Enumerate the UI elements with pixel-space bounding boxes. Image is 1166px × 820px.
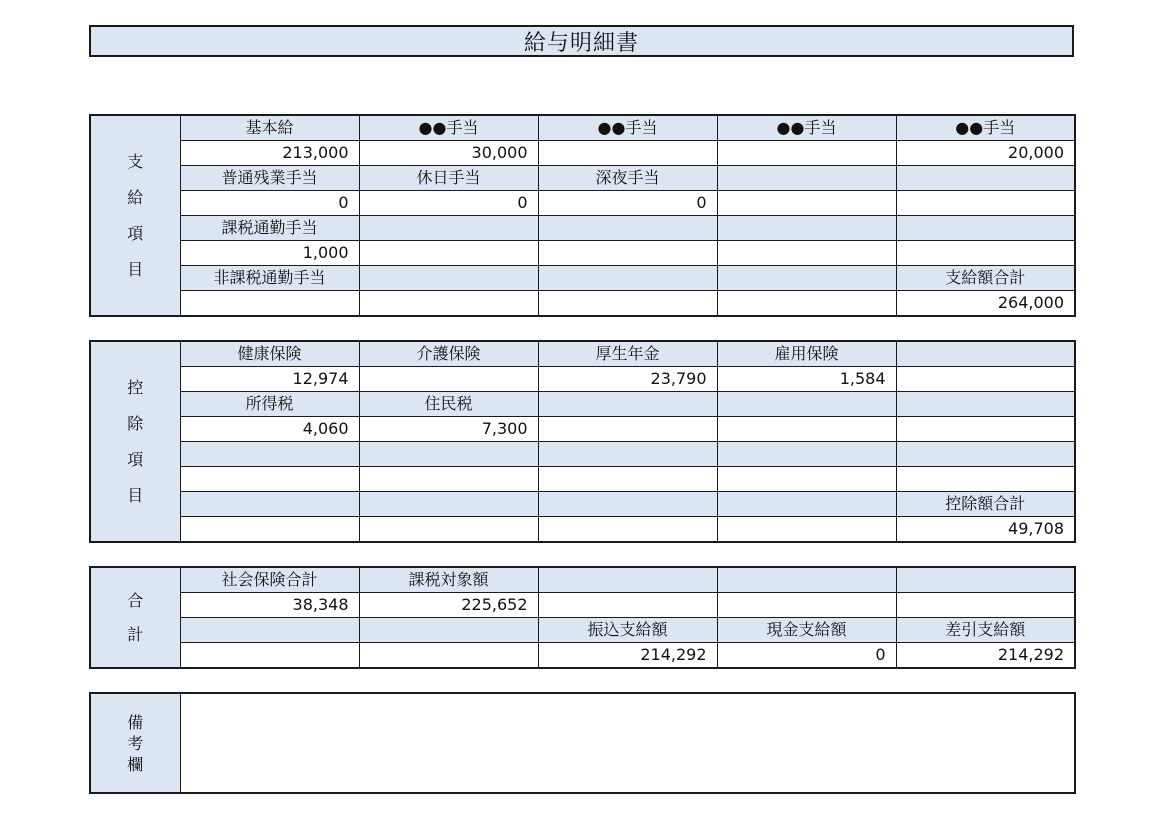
payments-item-value[interactable] [180,291,359,317]
deductions-label-row [90,341,1075,367]
deductions-item-label: 健康保険 [180,341,359,367]
totals-item-value[interactable] [896,593,1075,618]
payments-item-label: 深夜手当 [538,166,717,191]
totals-label-row [90,567,1075,593]
deductions-side-label [90,341,180,542]
deductions-item-value[interactable] [359,517,538,543]
deductions-value-row [90,417,1075,442]
totals-value-row [90,593,1075,618]
payments-side-char: 項 [127,223,144,243]
deductions-item-value[interactable] [180,467,359,492]
payments-item-label [896,216,1075,241]
payments-item-value[interactable]: 30,000 [359,141,538,166]
payments-item-label [717,166,896,191]
payments-item-value[interactable] [538,291,717,317]
payments-item-value[interactable] [359,291,538,317]
payments-item-label [538,216,717,241]
totals-item-label [896,567,1075,593]
deductions-label-row [90,392,1075,417]
payments-label-row [90,115,1075,141]
totals-item-label [180,618,359,643]
remarks-body[interactable] [180,693,1075,793]
deductions-item-value[interactable]: 49,708 [896,517,1075,543]
payments-item-label [538,266,717,291]
totals-item-value[interactable] [180,643,359,669]
payments-item-label [359,216,538,241]
payments-item-label: 普通残業手当 [180,166,359,191]
deductions-item-label [180,442,359,467]
deductions-item-value[interactable]: 4,060 [180,417,359,442]
totals-item-label [359,618,538,643]
deductions-side-char: 控 [127,377,144,397]
payments-item-label: 基本給 [180,115,359,141]
payments-value-row [90,291,1075,317]
deductions-item-value[interactable] [538,517,717,543]
deductions-side-char: 目 [127,485,144,505]
deductions-item-value[interactable] [538,467,717,492]
deductions-item-value[interactable] [359,467,538,492]
deductions-item-value[interactable]: 1,584 [717,367,896,392]
deductions-item-label [717,492,896,517]
payments-item-value[interactable] [896,241,1075,266]
totals-side-label [90,567,180,668]
deductions-item-value[interactable] [896,467,1075,492]
payments-item-value[interactable] [896,191,1075,216]
deductions-item-value[interactable] [717,517,896,543]
remarks-side-char: 考 [127,733,144,753]
payments-item-label: ●●手当 [717,115,896,141]
deductions-item-label: 所得税 [180,392,359,417]
totals-item-value[interactable]: 38,348 [180,593,359,618]
deductions-item-label: 控除額合計 [896,492,1075,517]
payments-table [89,114,1076,317]
deductions-item-label [359,442,538,467]
deductions-item-value[interactable]: 12,974 [180,367,359,392]
payments-item-value[interactable]: 20,000 [896,141,1075,166]
document-title: 給与明細書 [89,25,1074,57]
totals-item-label [717,567,896,593]
payments-value-row [90,141,1075,166]
payments-item-value[interactable] [717,141,896,166]
payments-item-label: 課税通勤手当 [180,216,359,241]
payments-label-row [90,266,1075,291]
deductions-item-label [359,492,538,517]
totals-item-label: 課税対象額 [359,567,538,593]
payments-value-row [90,241,1075,266]
remarks-table [89,692,1076,794]
totals-item-value[interactable]: 225,652 [359,593,538,618]
deductions-value-row [90,467,1075,492]
deductions-item-value[interactable] [180,517,359,543]
payments-item-value[interactable] [538,241,717,266]
payments-item-label [359,266,538,291]
deductions-item-label [538,392,717,417]
deductions-item-label [717,392,896,417]
totals-item-label: 社会保険合計 [180,567,359,593]
payments-item-label [717,216,896,241]
deductions-item-value[interactable] [896,367,1075,392]
deductions-item-value[interactable]: 7,300 [359,417,538,442]
deductions-item-label: 雇用保険 [717,341,896,367]
payments-label-row [90,166,1075,191]
totals-value-row [90,643,1075,669]
payments-item-label: ●●手当 [359,115,538,141]
deductions-side-char: 除 [127,413,144,433]
totals-table [89,566,1076,669]
deductions-item-label: 厚生年金 [538,341,717,367]
payments-side-char: 支 [127,151,144,171]
totals-item-value[interactable]: 214,292 [538,643,717,669]
payments-item-value[interactable]: 0 [359,191,538,216]
deductions-item-label [538,442,717,467]
totals-item-value[interactable] [717,593,896,618]
deductions-value-row [90,517,1075,543]
totals-side-char: 合 [127,590,144,610]
deductions-table [89,340,1076,543]
totals-label-row [90,618,1075,643]
payments-label-row [90,216,1075,241]
deductions-item-label [896,442,1075,467]
deductions-item-label [538,492,717,517]
payments-item-value[interactable] [359,241,538,266]
deductions-label-row [90,492,1075,517]
payments-side-char: 給 [127,187,144,207]
deductions-side-char: 項 [127,449,144,469]
totals-item-value[interactable]: 0 [717,643,896,669]
payments-value-row [90,191,1075,216]
payments-item-value[interactable]: 0 [180,191,359,216]
deductions-item-label [180,492,359,517]
payments-item-label [896,166,1075,191]
totals-item-value[interactable]: 214,292 [896,643,1075,669]
payments-item-value[interactable]: 1,000 [180,241,359,266]
payments-item-value[interactable] [538,141,717,166]
remarks-side-char: 欄 [127,754,144,774]
totals-item-value[interactable] [538,593,717,618]
totals-side-char: 計 [127,624,144,644]
remarks-side-label [90,693,180,793]
deductions-item-label [896,392,1075,417]
totals-item-label: 現金支給額 [717,618,896,643]
totals-item-label: 振込支給額 [538,618,717,643]
totals-item-label [538,567,717,593]
deductions-item-value[interactable] [717,467,896,492]
totals-item-value[interactable] [359,643,538,669]
payments-item-label: ●●手当 [538,115,717,141]
payments-item-label [717,266,896,291]
deductions-value-row [90,367,1075,392]
payments-item-value[interactable] [717,191,896,216]
payments-item-value[interactable]: 0 [538,191,717,216]
deductions-item-label: 住民税 [359,392,538,417]
payments-item-value[interactable] [717,291,896,317]
payments-item-label: 支給額合計 [896,266,1075,291]
deductions-item-label: 介護保険 [359,341,538,367]
deductions-item-value[interactable]: 23,790 [538,367,717,392]
payments-item-value[interactable] [717,241,896,266]
payments-side-label [90,115,180,316]
deductions-item-value[interactable] [717,417,896,442]
deductions-item-value[interactable] [359,367,538,392]
deductions-label-row [90,442,1075,467]
deductions-item-value[interactable] [538,417,717,442]
deductions-item-value[interactable] [896,417,1075,442]
payments-item-label: ●●手当 [896,115,1075,141]
remarks-side-char: 備 [127,712,144,732]
payments-item-label: 非課税通勤手当 [180,266,359,291]
payments-side-char: 目 [127,259,144,279]
payments-item-value[interactable]: 213,000 [180,141,359,166]
deductions-item-label [896,341,1075,367]
deductions-item-label [717,442,896,467]
payments-item-value[interactable]: 264,000 [896,291,1075,317]
totals-item-label: 差引支給額 [896,618,1075,643]
payments-item-label: 休日手当 [359,166,538,191]
